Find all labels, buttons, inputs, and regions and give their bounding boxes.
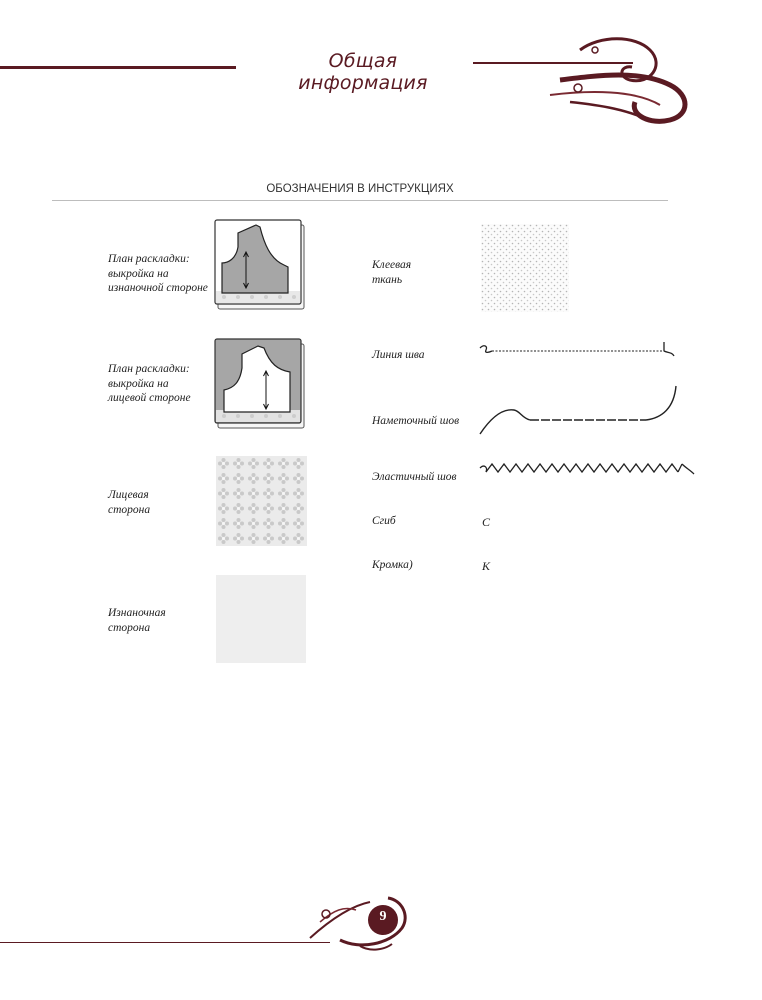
footer-rule (0, 942, 330, 943)
section-heading: ОБОЗНАЧЕНИЯ В ИНСТРУКЦИЯХ (266, 183, 454, 195)
right-side-fabric-swatch (216, 456, 307, 546)
interfacing-swatch (481, 224, 569, 312)
label-seam-line: Линия шва (372, 349, 425, 361)
footer-swirl-ornament-icon (300, 880, 420, 960)
swirl-ornament-icon (540, 30, 700, 130)
label-interfacing: Клеевая ткань (372, 259, 412, 286)
wrong-side-fabric-swatch (216, 575, 306, 663)
label-layout-wrong-side: План раскладки: выкройка на изнаночной стороне (108, 253, 208, 294)
layout-wrong-side-icon (214, 219, 308, 311)
layout-right-side-icon (214, 338, 308, 430)
header-rule-left (0, 66, 236, 69)
label-right-side: Лицевая сторона (108, 489, 151, 516)
fold-symbol: С (482, 515, 491, 529)
label-layout-right-side: План раскладки: выкройка на лицевой стороне (108, 363, 191, 404)
label-selvage: Кромка) (372, 559, 413, 571)
basting-stitch-icon (478, 382, 684, 436)
elastic-stitch-icon (478, 460, 696, 482)
label-elastic-stitch: Эластичный шов (372, 471, 457, 483)
page-number: 9 (379, 909, 387, 924)
section-divider (52, 200, 668, 201)
selvage-symbol: К (482, 559, 490, 573)
seam-line-icon (478, 340, 684, 362)
page-title: Общая информация (298, 50, 428, 94)
label-wrong-side: Изнаночная сторона (108, 607, 166, 634)
label-fold: Сгиб (372, 515, 396, 527)
label-basting-stitch: Наметочный шов (372, 415, 460, 427)
